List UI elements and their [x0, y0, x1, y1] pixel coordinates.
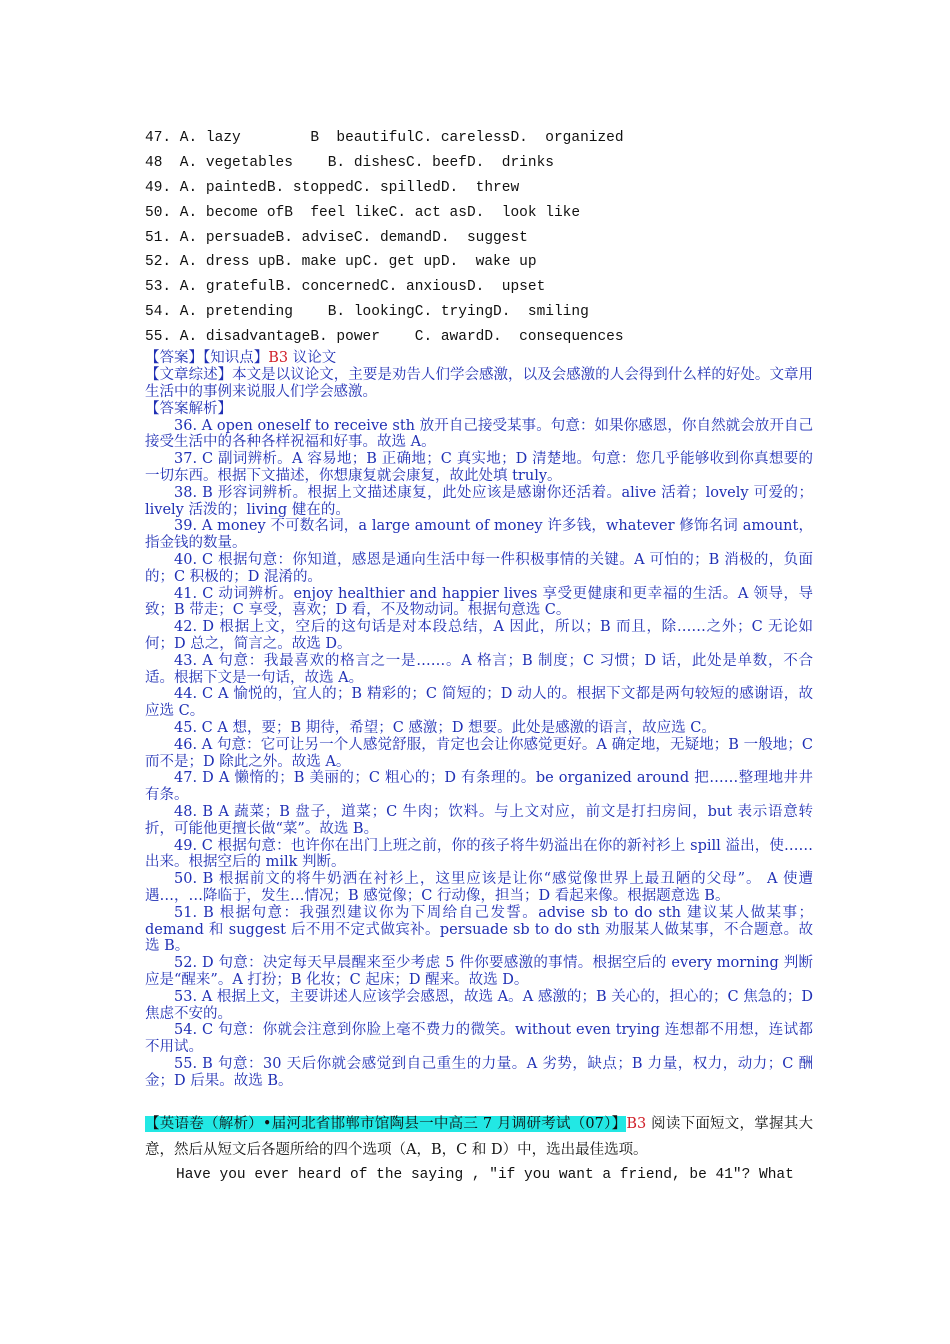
- explanation-list: [145, 418, 813, 1090]
- explanation-36: 36. A open oneself to receive sth 放开自己接受某事。句意：如果你感恩，你自然就会放开自己接受生活中的各种各样祝福和好事。故选 A。: [145, 417, 813, 451]
- option-row-52: 52. A. dress upB. make upC. get upD. wake up: [145, 254, 537, 271]
- article-summary: 【文章综述】本文是以议论文，主要是劝告人们学会感激，以及会感激的人会得到什么样的好处。文章用生活中的事例来说服人们学会感激。: [145, 367, 813, 400]
- option-row-50: 50. A. become ofB feel likeC. act asD. look like: [145, 204, 581, 221]
- option-row-49: 49. A. paintedB. stoppedC. spilledD. threw: [145, 179, 520, 196]
- explanation-54: 54. C 句意：你就会注意到你脸上毫不费力的微笑。without even trying 连想都不用想，连试都不用试。: [145, 1022, 813, 1056]
- explanation-38: 38. B 形容词辨析。根据上文描述康复，此处应该是感谢你还活着。alive 活着；lovely 可爱的；lively 活泼的；living 健在的。: [145, 484, 813, 518]
- option-row-48: 48 A. vegetables B. dishesC. beefD. drinks: [145, 154, 554, 171]
- explanation-46: 46. A 句意：它可让另一个人感觉舒服，肯定也会让你感觉更好。A 确定地，无疑地；B 一般地；C 而不是；D 除此之外。故选 A。: [145, 736, 813, 770]
- explanation-40: 40. C 根据句意：你知道，感恩是通向生活中每一件积极事情的关键。A 可怕的；B 消极的，负面的；C 积极的；D 混淆的。: [145, 551, 813, 585]
- option-row-53: 53. A. gratefulB. concernedC. anxiousD. upset: [145, 279, 546, 296]
- explanation-52: 52. D 句意：决定每天早晨醒来至少考虑 5 件你要感激的事情。根据空后的 every morning 判断应是“醒来”。A 打扮；B 化妆；C 起床；D 醒来。故选 D。: [145, 955, 813, 988]
- option-list: [145, 126, 813, 350]
- explanation-55: 55. B 句意：30 天后你就会感觉到自己重生的力量。A 劣势，缺点；B 力量，权力，动力；C 酬金；D 后果。故选 B。: [145, 1055, 813, 1089]
- analysis-label: 【答案解析】: [145, 400, 232, 417]
- passage-first-line: Have you ever heard of the saying , "if you want a friend, be 41"? What: [176, 1167, 794, 1184]
- explanation-47: 47. D A 懒惰的；B 美丽的；C 粗心的；D 有条理的。be organized around 把……整理地井井有条。: [145, 770, 813, 804]
- answer-header: [145, 350, 813, 367]
- document-page: [145, 126, 813, 1187]
- explanation-48: 48. B A 蔬菜；B 盘子，道菜；C 牛肉；饮料。与上文对应，前文是打扫房间，but 表示语意转折，可能他更擅长做“菜”。故选 B。: [145, 803, 813, 837]
- source-highlight: 【英语卷（解析）•届河北省邯郸市馆陶县一中高三 7 月调研考试（07）】: [145, 1116, 627, 1133]
- explanation-49: 49. C 根据句意：也许你在出门上班之前，你的孩子将牛奶溢出在你的新衬衫上 spill 溢出，使……出来。根据空后的 milk 判断。: [145, 837, 813, 871]
- explanation-51: 51. B 根据句意：我强烈建议你为下周给自己发誓。advise sb to do sth 建议某人做某事；demand 和 suggest 后不用不定式做宾补。persuade sb to do sth 劝服某人做某事，不合题意。故选 B。: [145, 904, 813, 955]
- explanation-53: 53. A 根据上文，主要讲述人应该学会感恩，故选 A。A 感激的；B 关心的，担心的；C 焦急的；D 焦虑不安的。: [145, 988, 813, 1022]
- option-row-55: 55. A. disadvantageB. power C. awardD. consequences: [145, 329, 624, 346]
- explanation-43: 43. A 句意：我最喜欢的格言之一是……。A 格言；B 制度；C 习惯；D 话，此处是单数，不合适。根据下文是一句话，故选 A。: [145, 652, 813, 686]
- answer-label: 【答案】【知识点】: [145, 350, 269, 367]
- explanation-37: 37. C 副词辨析。A 容易地；B 正确地；C 真实地；D 清楚地。句意：您几乎能够收到你真想要的一切东西。根据下文描述，你想康复就会康复，故此处填 truly。: [145, 451, 813, 484]
- section-code: B3: [626, 1116, 647, 1133]
- explanation-44: 44. C A 愉悦的，宜人的；B 精彩的；C 简短的；D 动人的。根据下文都是两句较短的感谢语，故应选 C。: [145, 686, 813, 720]
- explanation-39: 39. A money 不可数名词，a large amount of money 许多钱，whatever 修饰名词 amount，指金钱的数量。: [145, 518, 813, 552]
- option-row-54: 54. A. pretending B. lookingC. tryingD. smiling: [145, 304, 589, 321]
- explanation-41: 41. C 动词辨析。enjoy healthier and happier lives 享受更健康和更幸福的生活。A 领导，导致；B 带走；C 享受，喜欢；D 看，不及物动词。根据句意选 C。: [145, 585, 813, 619]
- genre-label: 议论文: [288, 350, 337, 367]
- option-row-47: 47. A. lazy B beautifulC. carelessD. organized: [145, 130, 624, 146]
- explanation-42: 42. D 根据上文，空后的这句话是对本段总结，A 因此，所以；B 而且，除……之外；C 无论如何；D 总之，简言之。故选 D。: [145, 619, 813, 652]
- knowledge-code: B3: [268, 350, 289, 367]
- section-instruction: 阅读下面短文，掌握其大意，然后从短文后各题所给的四个选项（A，B，C 和 D）中，选出最佳选项。: [145, 1116, 813, 1159]
- option-row-51: 51. A. persuadeB. adviseC. demandD. suggest: [145, 229, 528, 246]
- explanation-50: 50. B 根据前文的将牛奶洒在衬衫上，这里应该是让你“感觉像世界上最丑陋的父母”。 A 使遭遇…，…降临于，发生…情况；B 感觉像；C 行动像，担当；D 看起来像。根据题意选 B。: [145, 871, 813, 904]
- explanation-45: 45. C A 想，要；B 期待，希望；C 感激；D 想要。此处是感激的语言，故应选 C。: [174, 719, 716, 736]
- next-section-intro: [145, 1111, 813, 1163]
